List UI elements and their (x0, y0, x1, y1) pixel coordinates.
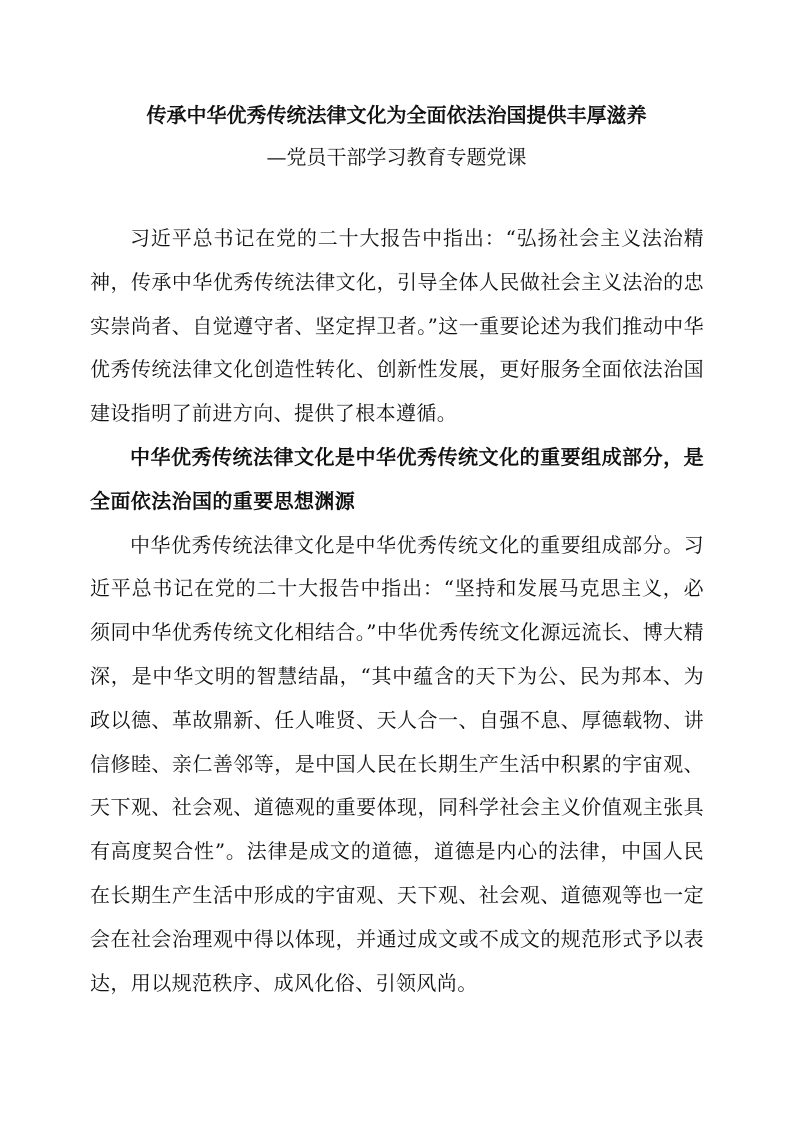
section-heading: 中华优秀传统法律文化是中华优秀传统文化的重要组成部分，是全面依法治国的重要思想渊源 (90, 444, 704, 513)
document-title: 传承中华优秀传统法律文化为全面依法治国提供丰厚滋养 (146, 103, 647, 127)
document-subtitle: —党员干部学习教育专题党课 (266, 145, 527, 169)
document-body (90, 217, 704, 1005)
intro-paragraph: 习近平总书记在党的二十大报告中指出：“弘扬社会主义法治精神，传承中华优秀传统法律文化，引导全体人民做社会主义法治的忠实崇尚者、自觉遵守者、坚定捍卫者。”这一重要论述为我们推动中华优秀传统法律文化创造性转化、创新性发展，更好服务全面依法治国建设指明了前进方向、提供了根本遵循。 (90, 226, 704, 426)
section-paragraph: 中华优秀传统法律文化是中华优秀传统文化的重要组成部分。习近平总书记在党的二十大报告中指出：“坚持和发展马克思主义，必须同中华优秀传统文化相结合。”中华优秀传统文化源远流长、博大精深，是中华文明的智慧结晶，“其中蕴含的天下为公、民为邦本、为政以德、革故鼎新、任人唯贤、天人合一、自强不息、厚德载物、讲信修睦、亲仁善邻等，是中国人民在长期生产生活中积累的宇宙观、天下观、社会观、道德观的重要体现，同科学社会主义价值观主张具有高度契合性”。法律是成文的道德，道德是内心的法律，中国人民在长期生产生活中形成的宇宙观、天下观、社会观、道德观等也一定会在社会治理观中得以体现，并通过成文或不成文的规范形式予以表达，用以规范秩序、成风化俗、引领风尚。 (90, 532, 704, 995)
